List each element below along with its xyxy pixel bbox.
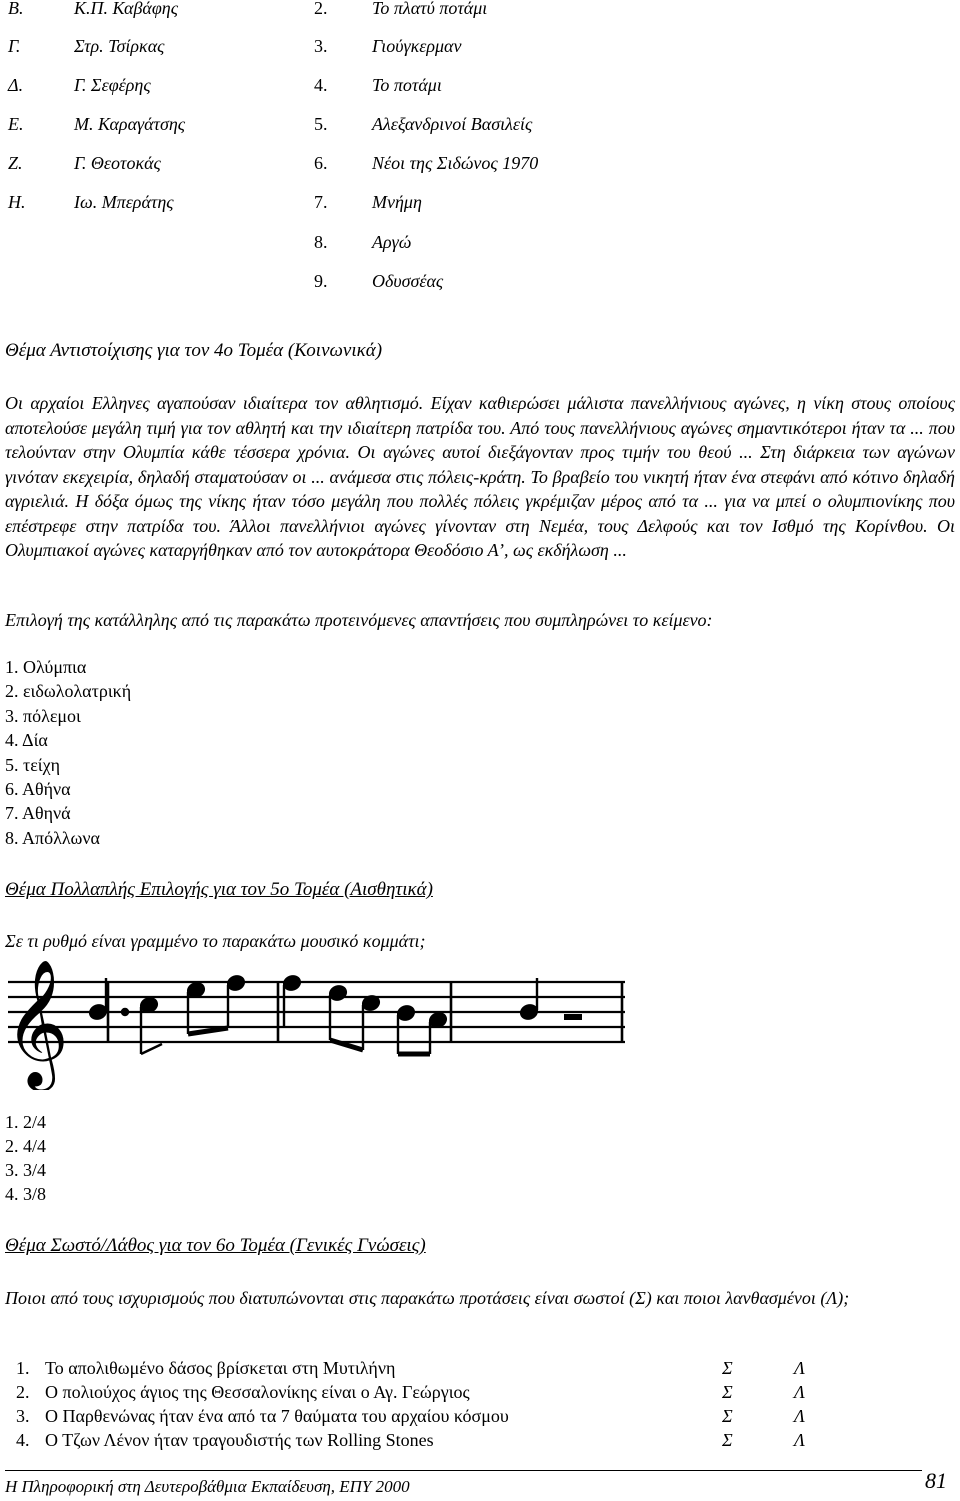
list-item: 1. Ολύμπια	[5, 657, 87, 677]
false-option: Λ	[794, 1430, 805, 1450]
music-staff	[0, 950, 960, 1090]
true-option: Σ	[722, 1406, 733, 1426]
false-option: Λ	[794, 1406, 805, 1426]
footer-divider	[5, 1470, 922, 1471]
false-option: Λ	[794, 1358, 805, 1378]
list-item: 2. 4/4	[5, 1136, 47, 1156]
match-letter: Ε.	[8, 114, 24, 134]
list-item: 4. Δία	[5, 730, 48, 750]
section6-question: Ποιοι από τους ισχυρισμούς που διατυπώνονται στις παρακάτω προτάσεις είναι σωστοί (Σ) και ποιοι λανθασμένοι (Λ);	[5, 1288, 850, 1308]
paragraph-text: Οι αρχαίοι Ελληνες αγαπούσαν ιδιαίτερα τον αθλητισμό. Είχαν καθιερώσει μάλιστα πανελλήνιους αγώνες, η νίκη στους οποίους αποτελούσε μεγάλη τιμή για τον αθλητή και την ιδιαίτερη πατρίδα του. Από τους πανελλήνιους αγώνες σημαντικότεροι ήταν τα ... που τελούνταν στην Ολυμπία κάθε τέσσερα χρόνια. Οι αγώνες αυτοί διεξάγονταν προς τιμήν του θεού ... Στη διάρκεια των αγώνων γινόταν εκεχειρία, δηλαδή σταματούσαν οι ... ανάμεσα στις πόλεις-κράτη. Το βραβείο του νικητή ήταν ένα στεφάνι από κότινο δηλαδή αγριελιά. Η δόξα όμως της νίκης ήταν τόσο μεγάλη που πολλές πόλεις γκρέμιζαν μέρος από τα ... για να μπεί ο ολυμπιονίκης που επέστρεφε στην πατρίδα του. Άλλοι πανελλήνιοι αγώνες γίνονταν στη Νεμέα, τους Δελφούς και τον Ισθμό της Κορίνθου. Οι Ολυμπιακοί αγώνες καταργήθηκαν από τον αυτοκράτορα Θεοδόσιο Α’, ως εκδήλωση ...	[5, 393, 955, 560]
list-item: 5. τείχη	[5, 755, 61, 775]
section4-paragraph	[5, 391, 955, 563]
list-item: 2. ειδωλολατρική	[5, 681, 132, 701]
statement-number: 2.	[16, 1382, 30, 1402]
true-option: Σ	[722, 1382, 733, 1402]
match-number: 5.	[314, 114, 328, 134]
match-letter: Δ.	[8, 75, 24, 95]
match-author: Γ. Σεφέρης	[74, 75, 151, 95]
match-author: Μ. Καραγάτσης	[74, 114, 186, 134]
match-letter: Η.	[8, 192, 26, 212]
match-title: Νέοι της Σιδώνος 1970	[372, 153, 539, 173]
statement-text: Ο πολιούχος άγιος της Θεσσαλονίκης είναι ο Αγ. Γεώργιος	[45, 1382, 470, 1402]
match-author: Γ. Θεοτοκάς	[74, 153, 161, 173]
match-title: Οδυσσέας	[372, 271, 444, 291]
match-number: 2.	[314, 0, 328, 18]
section5-question: Σε τι ρυθμό είναι γραμμένο το παρακάτω μουσικό κομμάτι;	[5, 931, 426, 951]
match-number: 9.	[314, 271, 328, 291]
match-number: 4.	[314, 75, 328, 95]
half-rest	[564, 1014, 582, 1020]
section6-heading: Θέμα Σωστό/Λάθος για τον 6ο Τομέα (Γενικές Γνώσεις)	[5, 1235, 426, 1256]
statement-row	[8, 1358, 828, 1382]
match-title: Μνήμη	[372, 192, 422, 212]
statement-row	[8, 1406, 828, 1430]
true-option: Σ	[722, 1358, 733, 1378]
match-number: 8.	[314, 232, 328, 252]
match-number: 6.	[314, 153, 328, 173]
statement-text: Ο Τζων Λένον ήταν τραγουδιστής των Rolling Stones	[45, 1430, 434, 1450]
list-item: 3. πόλεμοι	[5, 706, 81, 726]
list-item: 8. Απόλλωνα	[5, 828, 100, 848]
dot	[122, 1009, 128, 1015]
list-item: 7. Αθηνά	[5, 803, 71, 823]
match-title: Αργώ	[372, 232, 412, 252]
match-number: 7.	[314, 192, 328, 212]
match-letter: Β.	[8, 0, 24, 18]
match-number: 3.	[314, 36, 328, 56]
section5-heading: Θέμα Πολλαπλής Επιλογής για τον 5ο Τομέα (Αισθητικά)	[5, 879, 433, 900]
list-item: 6. Αθήνα	[5, 779, 71, 799]
statement-text: Το απολιθωμένο δάσος βρίσκεται στη Μυτιλήνη	[45, 1358, 396, 1378]
match-title: Το πλατύ ποτάμι	[372, 0, 488, 18]
statement-row	[8, 1382, 828, 1406]
false-option: Λ	[794, 1382, 805, 1402]
list-item: 4. 3/8	[5, 1184, 47, 1204]
match-author: Στρ. Τσίρκας	[74, 36, 165, 56]
section4-heading: Θέμα Αντιστοίχισης για τον 4ο Τομέα (Κοινωνικά)	[5, 340, 383, 361]
match-author: Ιω. Μπεράτης	[74, 192, 174, 212]
treble-clef-icon: 𝄞	[4, 958, 70, 1086]
list-item: 1. 2/4	[5, 1112, 47, 1132]
statement-text: Ο Παρθενώνας ήταν ένα από τα 7 θαύματα του αρχαίου κόσμου	[45, 1406, 509, 1426]
match-title: Γιούγκερμαν	[372, 36, 462, 56]
true-option: Σ	[722, 1430, 733, 1450]
match-letter: Ζ.	[8, 153, 23, 173]
statement-row	[8, 1430, 828, 1454]
section4-instruction: Επιλογή της κατάλληλης από τις παρακάτω προτεινόμενες απαντήσεις που συμπληρώνει το κείμενο:	[5, 610, 713, 630]
match-letter: Γ.	[8, 36, 21, 56]
statement-number: 4.	[16, 1430, 30, 1450]
match-author: Κ.Π. Καβάφης	[74, 0, 179, 18]
statement-number: 1.	[16, 1358, 30, 1378]
statement-number: 3.	[16, 1406, 30, 1426]
match-title: Αλεξανδρινοί Βασιλείς	[372, 114, 533, 134]
list-item: 3. 3/4	[5, 1160, 47, 1180]
match-title: Το ποτάμι	[372, 75, 442, 95]
footer-text: Η Πληροφορική στη Δευτεροβάθμια Εκπαίδευση, ΕΠΥ 2000	[5, 1477, 410, 1496]
page-number: 81	[925, 1468, 947, 1493]
